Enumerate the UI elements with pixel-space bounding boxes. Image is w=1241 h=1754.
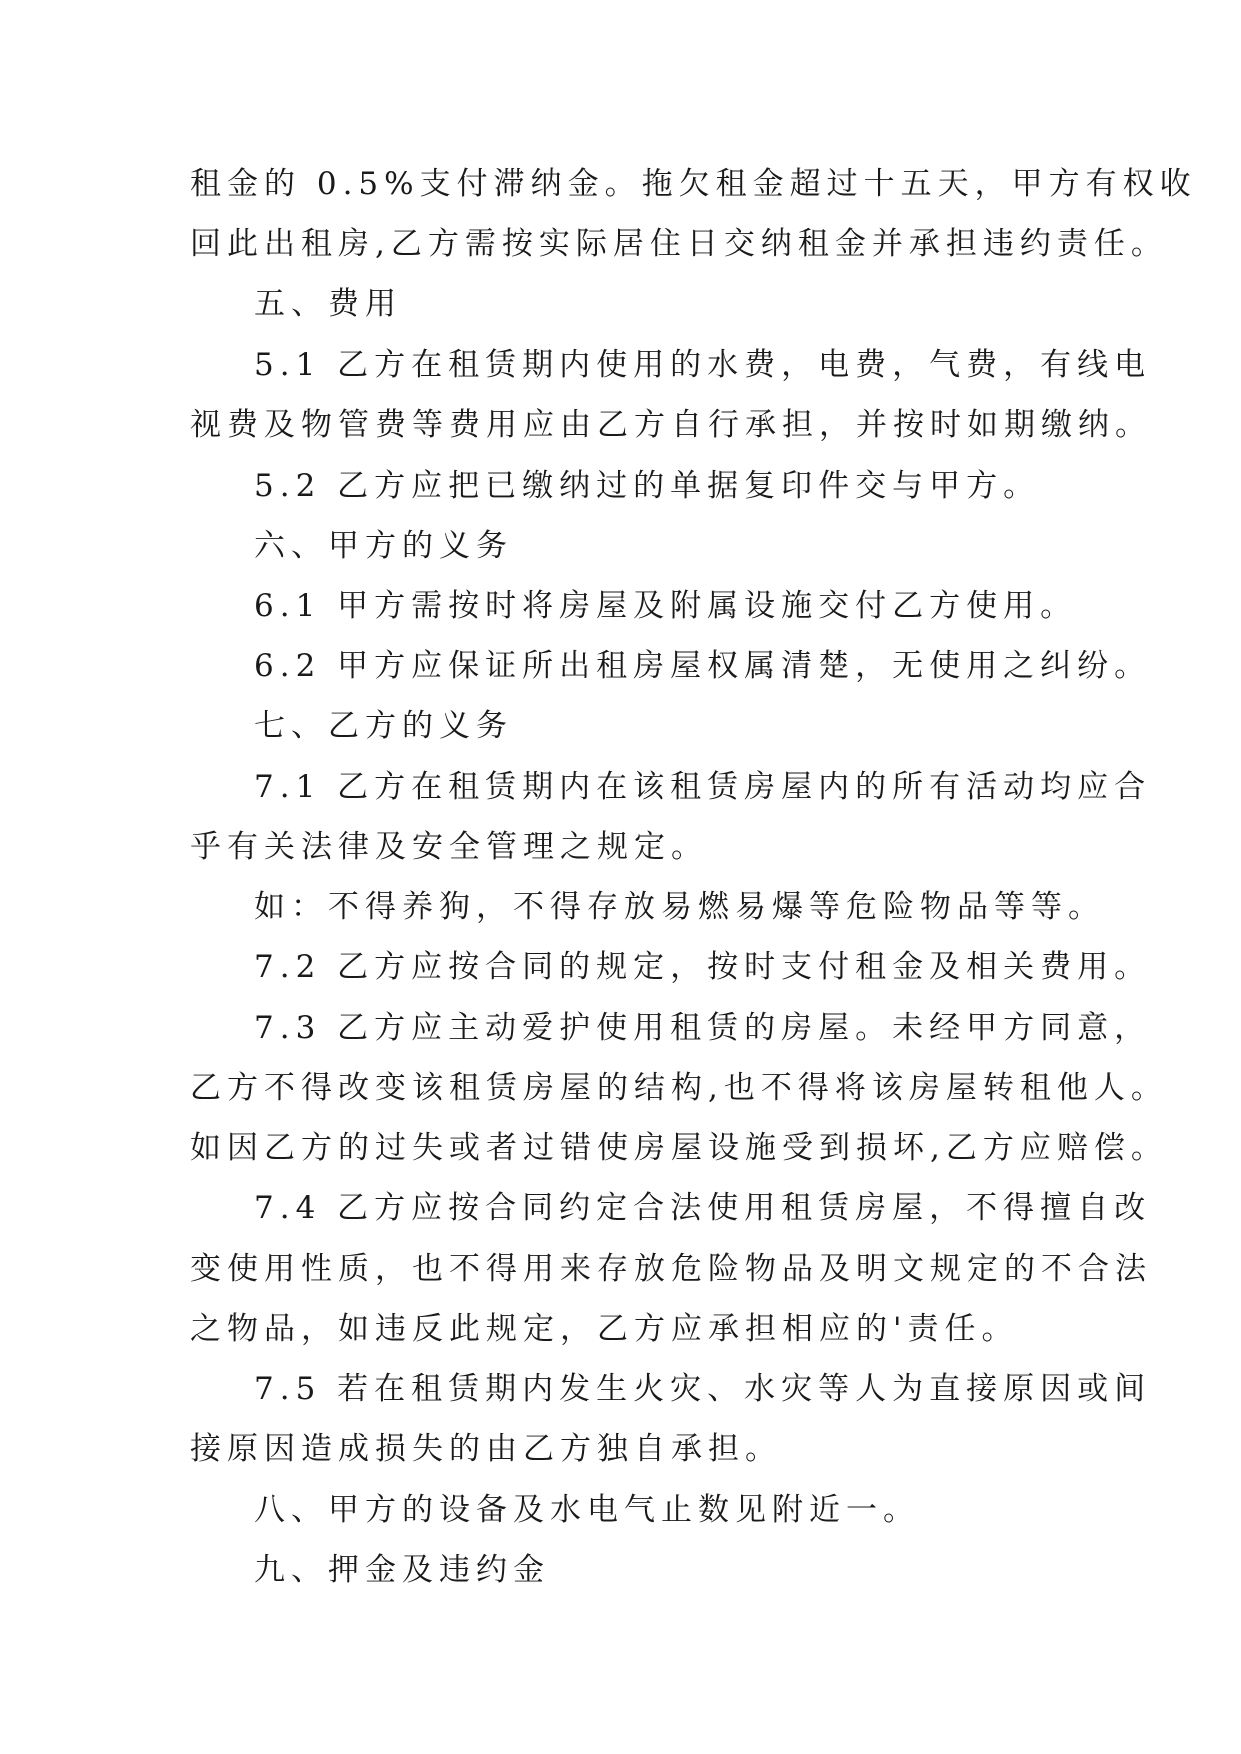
section-heading: 五、费用 <box>254 286 402 322</box>
text-line: 7.5 若在租赁期内发生火灾、水灾等人为直接原因或间 <box>254 1371 1152 1407</box>
section-heading: 九、押金及违约金 <box>254 1552 550 1588</box>
text-line: 乎有关法律及安全管理之规定。 <box>190 829 708 865</box>
section-heading: 八、甲方的设备及水电气止数见附近一。 <box>254 1492 920 1528</box>
text-line: 租金的 0.5%支付滞纳金。拖欠租金超过十五天，甲方有权收 <box>190 166 1197 202</box>
text-line: 7.4 乙方应按合同约定合法使用租赁房屋，不得擅自改 <box>254 1190 1152 1226</box>
text-line: 回此出租房,乙方需按实际居住日交纳租金并承担违约责任。 <box>190 226 1168 262</box>
text-line: 5.1 乙方在租赁期内使用的水费，电费，气费，有线电 <box>254 347 1152 383</box>
text-line: 6.1 甲方需按时将房屋及附属设施交付乙方使用。 <box>254 588 1078 624</box>
text-line: 如因乙方的过失或者过错使房屋设施受到损坏,乙方应赔偿。 <box>190 1130 1168 1166</box>
section-heading: 七、乙方的义务 <box>254 708 513 744</box>
text-line: 之物品，如违反此规定，乙方应承担相应的'责任。 <box>190 1311 1019 1347</box>
section-heading: 六、甲方的义务 <box>254 528 513 564</box>
text-line: 7.2 乙方应按合同的规定，按时支付租金及相关费用。 <box>254 949 1152 985</box>
text-line: 视费及物管费等费用应由乙方自行承担，并按时如期缴纳。 <box>190 407 1152 443</box>
text-line: 5.2 乙方应把已缴纳过的单据复印件交与甲方。 <box>254 468 1041 504</box>
text-line: 接原因造成损失的由乙方独自承担。 <box>190 1431 782 1467</box>
text-line: 变使用性质，也不得用来存放危险物品及明文规定的不合法 <box>190 1251 1152 1287</box>
text-line: 乙方不得改变该租赁房屋的结构,也不得将该房屋转租他人。 <box>190 1070 1168 1106</box>
text-line: 如：不得养狗，不得存放易燃易爆等危险物品等等。 <box>254 889 1105 925</box>
text-line: 7.3 乙方应主动爱护使用租赁的房屋。未经甲方同意， <box>254 1010 1152 1046</box>
text-line: 7.1 乙方在租赁期内在该租赁房屋内的所有活动均应合 <box>254 769 1152 805</box>
text-line: 6.2 甲方应保证所出租房屋权属清楚，无使用之纠纷。 <box>254 648 1152 684</box>
